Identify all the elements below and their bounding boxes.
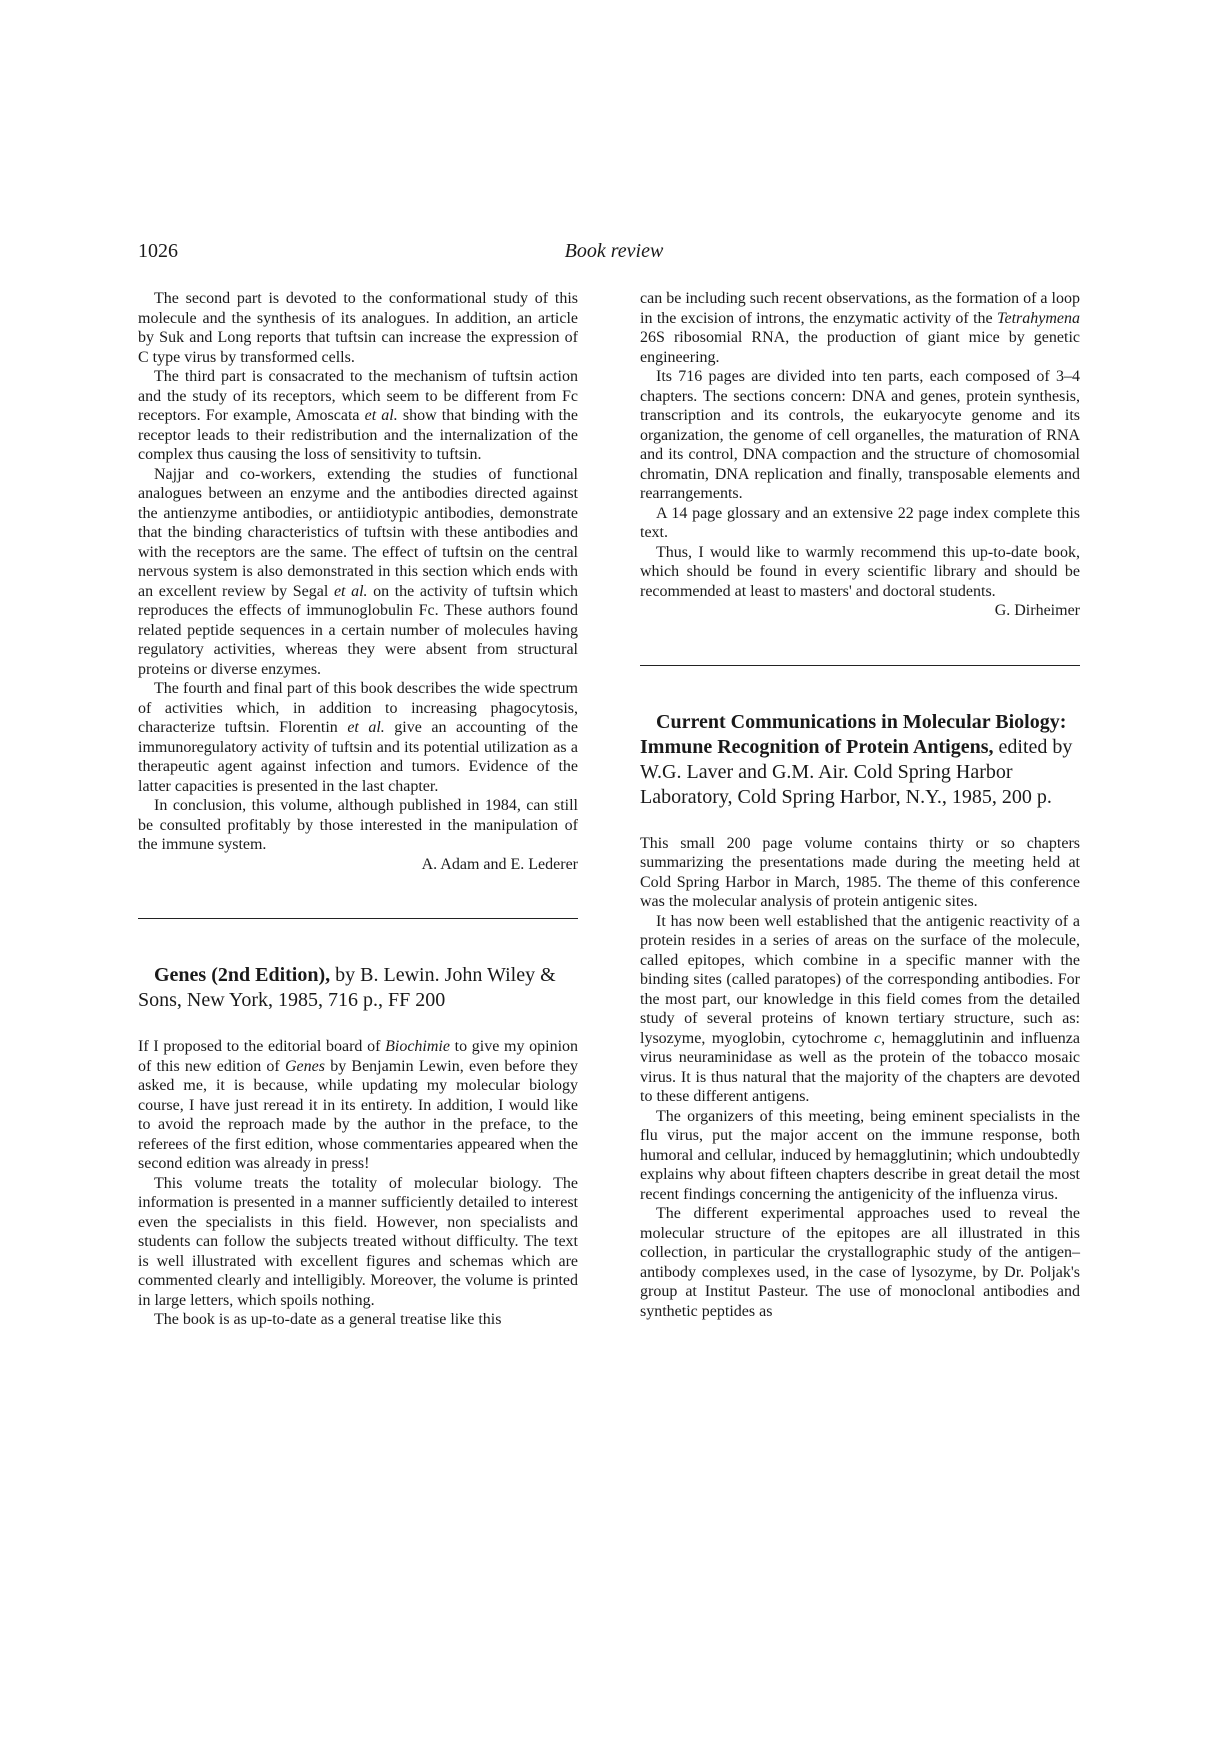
paragraph [640,504,1080,543]
text-run: The organizers of this meeting, being eminent specialists in the flu virus, put the major accent on the immune response, both humoral and cellular, induced by hemagglutinin; which undoubtedly explains why about fifteen chapters describe in great detail the most recent findings concerning the antigenicity of the influenza virus. [640,1107,1080,1203]
paragraph [138,367,578,465]
paragraph [640,543,1080,602]
review-title-bold: Genes (2nd Edition), [154,964,331,986]
text-run: on the activity of tuftsin which reproduces the effects of immunoglobulin Fc. These authors found related peptide sequences in a certain number of molecules having regulatory activities, whereas they were absent from structural proteins or diverse enzymes. [138,582,578,678]
review-tuftsin-body [138,289,578,855]
text-run: by Benjamin Lewin, even before they asked me, it is because, while updating my molecular biology course, I have just reread it in its entirety. In addition, I would like to avoid the reproach made by the author in the preface, to the referees of the first edition, whose commentaries appeared when the second edition was already in press! [138,1057,578,1172]
text-run: , hemagglutinin and influenza virus neuraminidase as well as the protein of the tobacco mosaic virus. It is thus natural that the majority of the chapters are devoted to these different antigens. [640,1029,1080,1105]
text-run: The different experimental approaches used to reveal the molecular structure of the epitopes are all illustrated in this collection, in particular the crystallographic study of the antigen–antibody complexes used, in the case of lysozyme, by Dr. Poljak's group at Institut Pasteur. The use of monoclonal antibodies and synthetic peptides as [640,1205,1080,1320]
italic-text: et al. [347,719,385,736]
left-column [138,289,578,1330]
text-run: It has now been well established that the antigenic reactivity of a protein resides in a series of areas on the surface of the molecule, called epitopes, which combine in a specific manner with the binding sites (called paratopes) of the corresponding antibodies. For the most part, our knowledge in this field comes from the detailed study of several proteins of known tertiary structure, such as: lysozyme, myoglobin, cytochrome [640,912,1080,1047]
signature: A. Adam and E. Lederer [421,855,578,873]
italic-text: Tetrahymena [997,309,1080,327]
text-run: A 14 page glossary and an extensive 22 page index complete this text. [640,504,1080,541]
review-antigens-body [640,834,1080,1322]
right-column [640,289,1080,1321]
review-genes-body-continued [640,289,1080,601]
page-number: 1026 [138,240,178,262]
paragraph [138,1310,578,1330]
section-divider [138,918,578,919]
italic-text: Biochimie [385,1038,450,1055]
review-title-details: edited by W.G. Laver and G.M. Air. Cold Spring Harbor Laboratory, Cold Spring Harbor, N.Y., 1985, 200 p. [640,735,1073,808]
paragraph [640,1107,1080,1205]
text-run: Thus, I would like to warmly recommend this up-to-date book, which should be found in every scientific library and should be recommended at least to masters' and doctoral students. [640,543,1080,600]
paragraph [138,679,578,796]
paragraph [640,1204,1080,1321]
paragraph [138,465,578,680]
paragraph [640,912,1080,1107]
paragraph [138,796,578,855]
text-run: Its 716 pages are divided into ten parts, each composed of 3–4 chapters. The sections concern: DNA and genes, protein synthesis, transcription and its controls, the eukaryocyte genome and its organization, the genome of cell organelles, the maturation of RNA and its control, DNA compaction and the structure of chomosomial chromatin, DNA replication and finally, transposable elements and rearrangements. [640,368,1080,502]
paragraph [640,834,1080,912]
italic-text: et al. [364,407,398,424]
paragraph [640,367,1080,504]
review-title-bold: Current Communications in Molecular Biology: Immune Recognition of Protein Antigens, [640,710,1067,758]
italic-text: Genes [284,1057,325,1075]
text-run: The third part is consacrated to the mechanism of tuftsin action and the study of its receptors, which seem to be different from Fc receptors. For example, Amoscata [138,368,578,424]
text-run: In conclusion, this volume, although published in 1984, can still be consulted profitably by those interested in the manipulation of the immune system. [138,797,578,853]
review-genes-body [138,1037,578,1330]
paragraph [138,289,578,367]
text-run: The book is as up-to-date as a general treatise like this [154,1311,502,1328]
page-header [138,240,1090,270]
paragraph [640,289,1080,367]
text-run: can be including such recent observations, as the formation of a loop in the excision of introns, the enzymatic activity of the [640,290,1080,327]
running-head: Book review [564,240,664,262]
review-title [640,710,1080,810]
text-run: to give my opinion of this new edition of [138,1038,579,1075]
text-run: The fourth and final part of this book describes the wide spectrum of activities which, in addition to increasing phagocytosis, characterize tuftsin. Florentin [138,680,578,736]
text-run: This volume treats the totality of molecular biology. The information is presented in a manner sufficiently detailed to interest even the specialists in this field. However, non specialists and students can follow the subjects treated without difficulty. The text is well illustrated with excellent figures and schemas which are commented clearly and intelligibly. Moreover, the volume is printed in large letters, which spoils nothing. [138,1174,578,1309]
review-title [138,963,578,1013]
paragraph [138,1174,578,1311]
section-divider [640,665,1080,666]
paragraph [138,1037,578,1174]
review-title-details: by B. Lewin. John Wiley & Sons, New York, 1985, 716 p., FF 200 [138,964,556,1011]
text-run: If I proposed to the editorial board of [138,1038,386,1055]
italic-text: et al. [333,582,368,600]
text-run: give an accounting of the immunoregulatory activity of tuftsin and its potential utilization as a therapeutic agent against infection and tumors. Evidence of the latter capacities is presented in the last chapter. [138,719,579,795]
text-run: The second part is devoted to the conformational study of this molecule and the synthesis of its analogues. In addition, an article by Suk and Long reports that tuftsin can increase the expression of C type virus by transformed cells. [138,290,578,366]
text-run: 26S ribosomial RNA, the production of giant mice by genetic engineering. [640,329,1080,366]
italic-text: c [874,1029,882,1047]
signature: G. Dirheimer [994,602,1080,619]
text-run: Najjar and co-workers, extending the studies of functional analogues between an enzyme and the antibodies directed against the antienzyme antibodies, or antiidiotypic antibodies, demonstrate that the binding characteristics of tuftsin with these antibodies and with the receptors are the same. The effect of tuftsin on the central nervous system is also demonstrated in this section which ends with an excellent review by Segal [138,465,578,600]
text-run: show that binding with the receptor leads to their redistribution and the internalization of the complex thus causing the loss of sensitivity to tuftsin. [138,407,579,463]
text-run: This small 200 page volume contains thirty or so chapters summarizing the presentations made during the meeting held at Cold Spring Harbor in March, 1985. The theme of this conference was the molecular analysis of protein antigenic sites. [640,834,1080,910]
